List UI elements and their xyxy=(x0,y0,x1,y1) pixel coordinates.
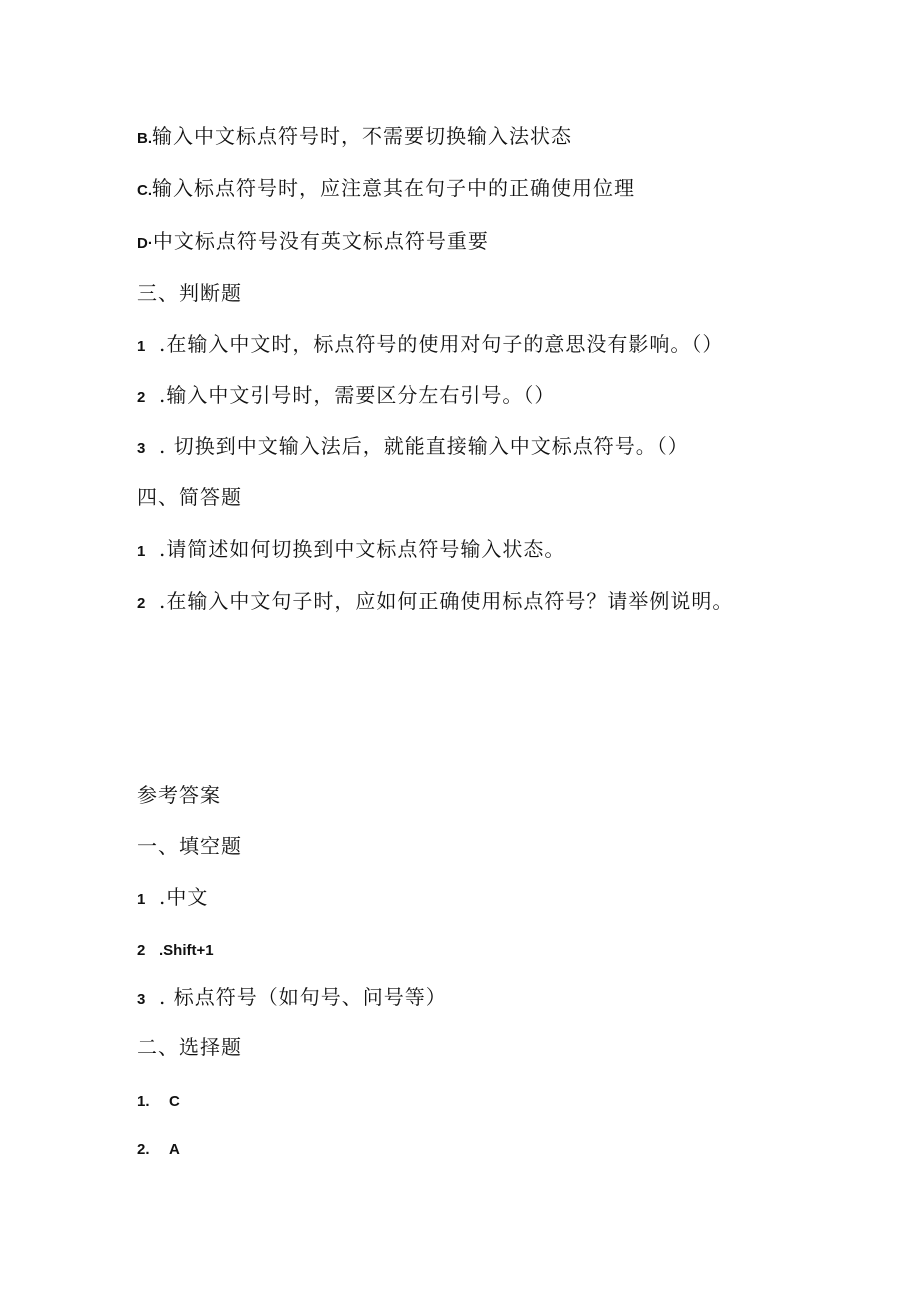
item-number: 1 xyxy=(137,891,146,908)
item-number: 2. xyxy=(137,1141,150,1158)
item-text: A xyxy=(169,1141,180,1158)
answer-item xyxy=(137,1087,180,1114)
item-text: .在输入中文时，标点符号的使用对句子的意思没有影响。（） xyxy=(159,332,724,356)
answers-title: 参考答案 xyxy=(137,783,221,807)
section-heading-fill-blank: 一、填空题 xyxy=(137,834,242,858)
item-number: 2 xyxy=(137,389,146,406)
short-answer-item xyxy=(137,537,565,564)
true-false-item xyxy=(137,332,723,359)
section-heading-choice: 二、选择题 xyxy=(137,1035,242,1059)
option-letter: C. xyxy=(137,182,152,199)
option-letter: B. xyxy=(137,130,152,147)
choice-option-c xyxy=(137,176,635,203)
true-false-item xyxy=(137,434,689,461)
item-number: 3 xyxy=(137,440,146,457)
item-text: . 标点符号（如句号、问号等） xyxy=(159,985,447,1009)
item-number: 1 xyxy=(137,338,146,355)
short-answer-item xyxy=(137,589,733,616)
choice-option-b xyxy=(137,124,572,151)
item-text: .输入中文引号时，需要区分左右引号。（） xyxy=(159,383,556,407)
option-text: 中文标点符号没有英文标点符号重要 xyxy=(152,229,489,253)
item-text: .中文 xyxy=(159,885,209,909)
item-number: 1 xyxy=(137,543,146,560)
item-text: . 切换到中文输入法后，就能直接输入中文标点符号。（） xyxy=(159,434,689,458)
item-number: 1. xyxy=(137,1093,150,1110)
answer-item xyxy=(137,985,447,1012)
item-number: 3 xyxy=(137,991,146,1008)
item-text: C xyxy=(169,1093,180,1110)
option-text: 输入中文标点符号时，不需要切换输入法状态 xyxy=(152,124,572,148)
choice-option-d xyxy=(137,229,489,256)
item-number: 2 xyxy=(137,942,146,959)
answer-item xyxy=(137,936,214,963)
true-false-item xyxy=(137,383,555,410)
answer-item xyxy=(137,1135,180,1162)
section-heading-short-answer: 四、简答题 xyxy=(137,485,242,509)
option-letter: D· xyxy=(137,235,153,252)
option-text: 输入标点符号时，应注意其在句子中的正确使用位理 xyxy=(152,176,635,200)
item-text: .在输入中文句子时，应如何正确使用标点符号？请举例说明。 xyxy=(159,589,734,613)
answer-item xyxy=(137,885,208,912)
item-text: .请简述如何切换到中文标点符号输入状态。 xyxy=(159,537,566,561)
item-number: 2 xyxy=(137,595,146,612)
section-heading-true-false: 三、判断题 xyxy=(137,281,242,305)
item-text: .Shift+1 xyxy=(159,942,214,959)
